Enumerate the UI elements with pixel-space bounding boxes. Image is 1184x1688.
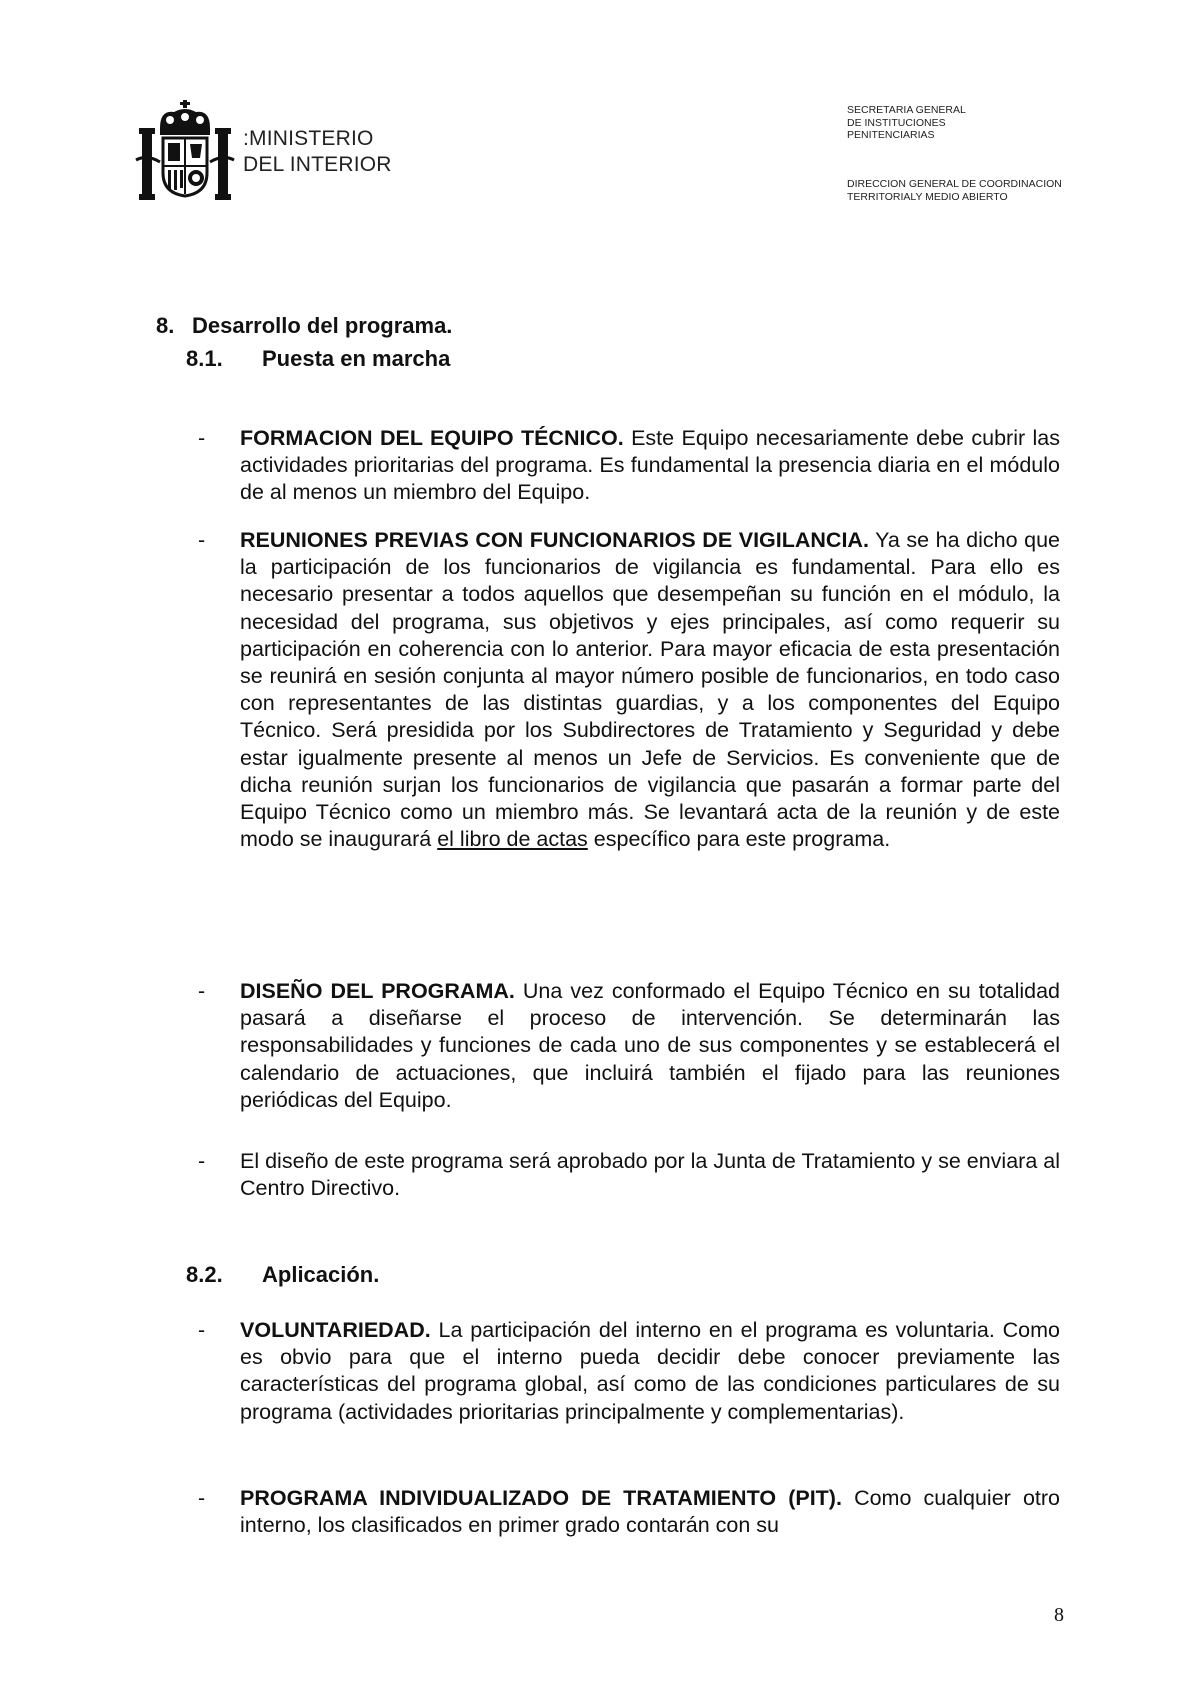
bullet-text: La participación del interno en el programa es voluntaria. Como es obvio para que el interno pueda decidir debe conocer previamente las características del programa global, así como de las condiciones particulares de su programa (actividades prioritarias principalmente y complementarias).	[240, 1318, 1060, 1424]
bullet-lead: VOLUNTARIEDAD.	[240, 1318, 431, 1342]
secretaria-line-3: PENITENCIARIAS	[847, 129, 935, 141]
bullet-text: Ya se ha dicho que la participación de los funcionarios de vigilancia es fundamental. Para ello es necesario presentar a todos aquellos que desempeñan su función en el módulo, la necesidad del programa, sus objetivos y ejes principales, así como requerir su participación en coherencia con lo anterior. Para mayor eficacia de esta presentación se reunirá en sesión conjunta al mayor número posible de funcionarios, en todo caso con representantes de las distintas guardias, y a los componentes del Equipo Técnico. Será presidida por los Subdirectores de Tratamiento y Seguridad y debe estar igualmente presente al menos un Jefe de Servicios. Es conveniente que de dicha reunión surjan los funcionarios de vigilancia que pasarán a formar parte del Equipo Técnico como un miembro más. Se levantará acta de la reunión y de este modo se inaugurará	[240, 528, 1060, 852]
bullet-text: El diseño de este programa será aprobado por la Junta de Tratamiento y se enviara al Centro Directivo.	[240, 1149, 1060, 1201]
underlined-text-libro-de-actas: el libro de actas	[437, 827, 588, 852]
bullet-dash: -	[198, 1149, 206, 1173]
bullet-text: Este Equipo necesariamente debe cubrir las actividades prioritarias del programa. Es fundamental la presencia diaria en el módulo de al menos un miembro del Equipo.	[240, 426, 1061, 505]
subsection-title: Aplicación.	[262, 1262, 380, 1287]
direccion-general-block	[847, 178, 1062, 203]
section-number: 8.	[156, 313, 175, 338]
list-item	[198, 978, 1060, 1114]
list-item	[198, 1148, 1060, 1202]
subsection-title: Puesta en marcha	[262, 346, 451, 371]
subsection-number: 8.1.	[186, 346, 223, 371]
bullet-text: Una vez conformado el Equipo Técnico en su totalidad pasará a diseñarse el proceso de intervención. Se determinarán las responsabilidades y funciones de cada uno de sus componentes y se establecerá el calendario de actuaciones, que incluirá también el fijado para las reuniones periódicas del Equipo.	[240, 979, 1060, 1112]
bullet-text-after: específico para este programa.	[587, 827, 891, 852]
secretaria-line-1: SECRETARIA GENERAL	[847, 104, 966, 116]
list-item	[198, 425, 1060, 507]
bullet-text: Como cualquier otro interno, los clasificados en primer grado contarán con su	[240, 1486, 1060, 1538]
bullet-dash: -	[198, 426, 206, 450]
bullet-lead: FORMACION DEL EQUIPO TÉCNICO.	[240, 426, 624, 450]
secretaria-line-2: DE INSTITUCIONES	[847, 116, 946, 129]
subsection-heading-8-2	[186, 1262, 379, 1288]
secretaria-general-block	[847, 104, 966, 142]
bullet-lead: DISEÑO DEL PROGRAMA.	[240, 979, 515, 1003]
bullet-dash: -	[198, 1318, 206, 1342]
bullet-lead: REUNIONES PREVIAS CON FUNCIONARIOS DE VIGILANCIA.	[240, 528, 869, 552]
subsection-number: 8.2.	[186, 1262, 223, 1287]
section-title: Desarrollo del programa.	[192, 313, 453, 338]
bullet-lead: PROGRAMA INDIVIDUALIZADO DE TRATAMIENTO (PIT).	[240, 1486, 842, 1510]
direccion-line-2: TERRITORIALY MEDIO ABIERTO	[847, 190, 1008, 203]
ministry-name	[243, 126, 392, 178]
direccion-line-1: DIRECCION GENERAL DE COORDINACION	[847, 178, 1062, 190]
ministry-line-1: :MINISTERIO	[243, 127, 374, 150]
list-item	[198, 1317, 1060, 1426]
section-heading	[156, 313, 452, 339]
coat-of-arms-icon	[130, 98, 240, 203]
bullet-dash: -	[198, 528, 206, 552]
bullet-dash: -	[198, 979, 206, 1003]
bullet-dash: -	[198, 1486, 206, 1510]
list-item	[198, 527, 1060, 853]
page-number: 8	[1054, 1604, 1064, 1626]
subsection-heading-8-1	[186, 346, 450, 372]
ministry-line-2: DEL INTERIOR	[243, 153, 392, 176]
list-item	[198, 1485, 1060, 1539]
